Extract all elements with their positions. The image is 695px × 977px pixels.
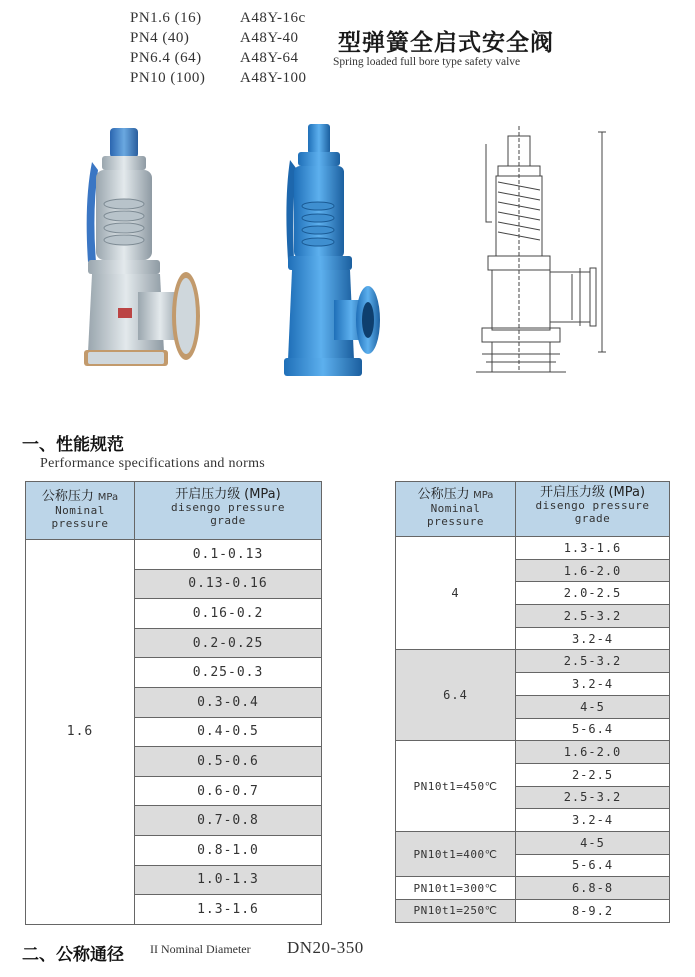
nominal-cell: 4 bbox=[396, 537, 516, 650]
grade-cell: 0.4-0.5 bbox=[135, 717, 322, 747]
col-header-nominal: 公称压力 MPa Nominal pressure bbox=[26, 482, 135, 540]
grade-cell: 2.5-3.2 bbox=[516, 650, 670, 673]
col-header-grade: 开启压力级 (MPa) disengo pressure grade bbox=[135, 482, 322, 540]
model-row: PN10 (100) A48Y-100 bbox=[130, 70, 307, 86]
table-row bbox=[396, 900, 670, 923]
nominal-cell: 1.6 bbox=[26, 540, 135, 925]
grade-cell: 0.16-0.2 bbox=[135, 599, 322, 629]
section-heading-performance: 一、性能规范 bbox=[22, 435, 124, 455]
grade-cell: 8-9.2 bbox=[516, 900, 670, 923]
model-row: PN6.4 (64) A48Y-64 bbox=[130, 50, 299, 66]
nominal-cell: PN10t1=450℃ bbox=[396, 741, 516, 832]
grade-cell: 1.3-1.6 bbox=[516, 537, 670, 560]
grade-cell: 3.2-4 bbox=[516, 809, 670, 832]
grade-cell: 0.6-0.7 bbox=[135, 776, 322, 806]
grade-cell: 0.25-0.3 bbox=[135, 658, 322, 688]
grade-cell: 2-2.5 bbox=[516, 763, 670, 786]
grade-cell: 0.3-0.4 bbox=[135, 687, 322, 717]
grade-cell: 0.8-1.0 bbox=[135, 835, 322, 865]
col-header-nominal: 公称压力 MPa Nominal pressure bbox=[396, 482, 516, 537]
model-row: PN1.6 (16) A48Y-16c bbox=[130, 10, 306, 26]
table-row bbox=[396, 877, 670, 900]
nominal-cell: PN10t1=400℃ bbox=[396, 831, 516, 876]
table-header-row bbox=[396, 482, 670, 537]
page-title-en: Spring loaded full bore type safety valve bbox=[333, 56, 521, 68]
grade-cell: 5-6.4 bbox=[516, 854, 670, 877]
table-row bbox=[396, 741, 670, 764]
nominal-cell: 6.4 bbox=[396, 650, 516, 741]
grade-cell: 2.5-3.2 bbox=[516, 605, 670, 628]
section-subheading-performance: Performance specifications and norms bbox=[40, 456, 266, 471]
grade-cell: 6.8-8 bbox=[516, 877, 670, 900]
spec-table-1 bbox=[25, 481, 322, 925]
nominal-cell: PN10t1=300℃ bbox=[396, 877, 516, 900]
spec-table-2 bbox=[395, 481, 670, 923]
grade-cell: 0.5-0.6 bbox=[135, 747, 322, 777]
grade-cell: 1.0-1.3 bbox=[135, 865, 322, 895]
section-heading-diameter: 二、公称通径 bbox=[22, 945, 124, 965]
grade-cell: 1.6-2.0 bbox=[516, 559, 670, 582]
grade-cell: 4-5 bbox=[516, 831, 670, 854]
grade-cell: 3.2-4 bbox=[516, 673, 670, 696]
grade-cell: 0.1-0.13 bbox=[135, 540, 322, 570]
grade-cell: 1.3-1.6 bbox=[135, 895, 322, 925]
grade-cell: 4-5 bbox=[516, 695, 670, 718]
technical-drawing bbox=[462, 122, 612, 392]
table-row bbox=[396, 537, 670, 560]
page-title-cn: 型弹簧全启式安全阀 bbox=[338, 30, 554, 56]
grade-cell: 0.7-0.8 bbox=[135, 806, 322, 836]
table-row bbox=[396, 650, 670, 673]
nominal-cell: PN10t1=250℃ bbox=[396, 900, 516, 923]
blue-valve-image bbox=[284, 120, 384, 390]
grey-valve-image bbox=[78, 122, 208, 392]
grade-cell: 2.0-2.5 bbox=[516, 582, 670, 605]
grade-cell: 5-6.4 bbox=[516, 718, 670, 741]
grade-cell: 0.2-0.25 bbox=[135, 628, 322, 658]
table-row bbox=[26, 540, 322, 570]
model-row: PN4 (40) A48Y-40 bbox=[130, 30, 299, 46]
col-header-grade: 开启压力级 (MPa) disengo pressure grade bbox=[516, 482, 670, 537]
table-row bbox=[396, 831, 670, 854]
table-header-row bbox=[26, 482, 322, 540]
grade-cell: 3.2-4 bbox=[516, 627, 670, 650]
grade-cell: 1.6-2.0 bbox=[516, 741, 670, 764]
diameter-range: DN20-350 bbox=[287, 938, 364, 957]
model-list bbox=[130, 8, 307, 88]
grade-cell: 0.13-0.16 bbox=[135, 569, 322, 599]
section-subheading-diameter: II Nominal Diameter bbox=[150, 942, 251, 956]
grade-cell: 2.5-3.2 bbox=[516, 786, 670, 809]
